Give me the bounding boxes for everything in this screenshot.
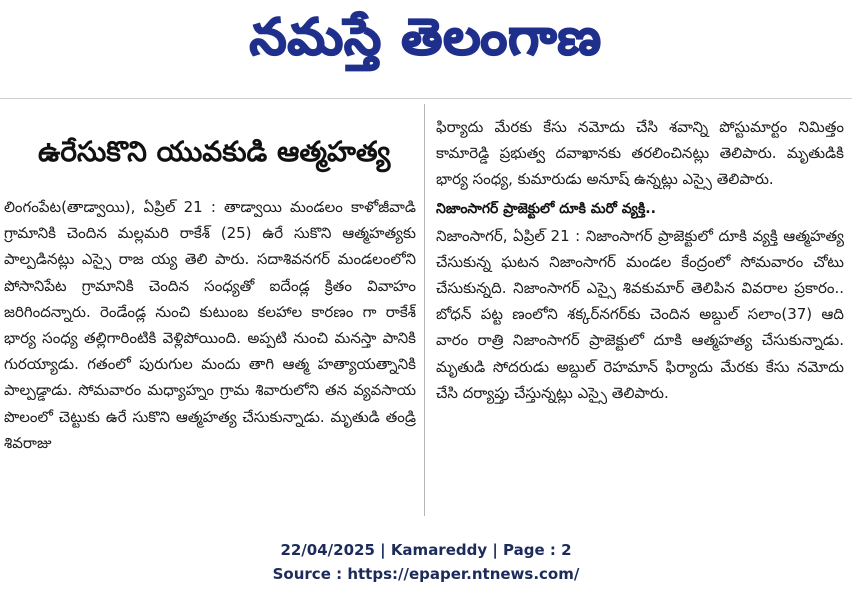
column-divider bbox=[424, 104, 425, 516]
article-column-left bbox=[4, 104, 416, 524]
article-column-right bbox=[436, 114, 844, 514]
footer-source: Source : https://epaper.ntnews.com/ bbox=[272, 565, 580, 583]
article-headline: ఉరేసుకొని యువకుడి ఆత్మహత్య bbox=[38, 135, 391, 168]
newspaper-masthead bbox=[0, 0, 852, 80]
footer-date-edition: 22/04/2025 | Kamareddy | Page : 2 bbox=[280, 541, 572, 559]
article-body-right: ఫిర్యాదు మేరకు కేసు నమోదు చేసి శవాన్ని పోస్టుమార్టం నిమిత్తం కామారెడ్డి ప్రభుత్వ దవాఖానకు తరలించినట్లు తెలిపారు. మృతుడికి భార్య సంధ్య, కుమారుడు అనూష్ ఉన్నట్లు ఎస్సై తెలిపారు. bbox=[436, 118, 844, 189]
header-divider bbox=[0, 98, 852, 99]
article-subhead: నిజాంసాగర్ ప్రాజెక్టులో దూకి మరో వ్యక్తి.. bbox=[436, 200, 656, 217]
article-body-right-2: నిజాంసాగర్, ఏప్రిల్ 21 : నిజాంసాగర్ ప్రాజెక్టులో దూకి వ్యక్తి ఆత్మహత్య చేసుకున్న ఘటన నిజాంసాగర్ మండల కేంద్రంలో సోమవారం చోటు చేసుకున్నది. నిజాంసాగర్ ఎస్సై శివకుమార్ తెలిపిన వివరాల ప్రకారం.. బోధన్ పట్ట ణంలోని శక్కర్‌నగర్‌కు చెందిన అబ్దుల్ సలాం(37) ఆది వారం రాత్రి నిజాంసాగర్ ప్రాజెక్టులో దూకి ఆత్మహత్య చేసుకున్నాడు. మృతుడి సోదరుడు అబ్దుల్ రెహమాన్ ఫిర్యాదు మేరకు కేసు నమోదు చేసి దర్యాప్తు చేస్తున్నట్లు ఎస్సై తెలిపారు. bbox=[436, 226, 844, 402]
masthead-title: నమస్తే తెలంగాణ bbox=[249, 8, 603, 66]
clipping-footer bbox=[0, 538, 852, 586]
article-body-left: లింగంపేట(తాడ్వాయి), ఏప్రిల్ 21 : తాడ్వాయి మండలం కాళోజీవాడి గ్రామానికి చెందిన మల్లమరి రాకేశ్ (25) ఉరే సుకొని ఆత్మహత్యకు పాల్పడినట్లు ఎస్సై రాజ య్య తెలి పారు. సదాశివనగర్ మండలంలోని పోసానిపేట గ్రామానికి చెందిన సంధ్యతో ఐదేండ్ల క్రితం వివాహం జరిగిందన్నారు. రెండేండ్ల నుంచి కుటుంబ కలహాల కారణం గా రాకేశ్ భార్య సంధ్య తల్లిగారింటికి వెళ్లిపోయింది. అప్పటి నుంచి మనస్తా పానికి గురయ్యాడు. గతంలో పురుగుల మందు తాగి ఆత్మ హత్యాయత్నానికి పాల్పడ్డాడు. సోమవారం మధ్యాహ్నం గ్రామ శివారులోని తన వ్యవసాయ పొలంలో చెట్టుకు ఉరే సుకొని ఆత్మహత్య చేసుకున్నాడు. మృతుడి తండ్రి శివరాజు bbox=[4, 198, 416, 452]
